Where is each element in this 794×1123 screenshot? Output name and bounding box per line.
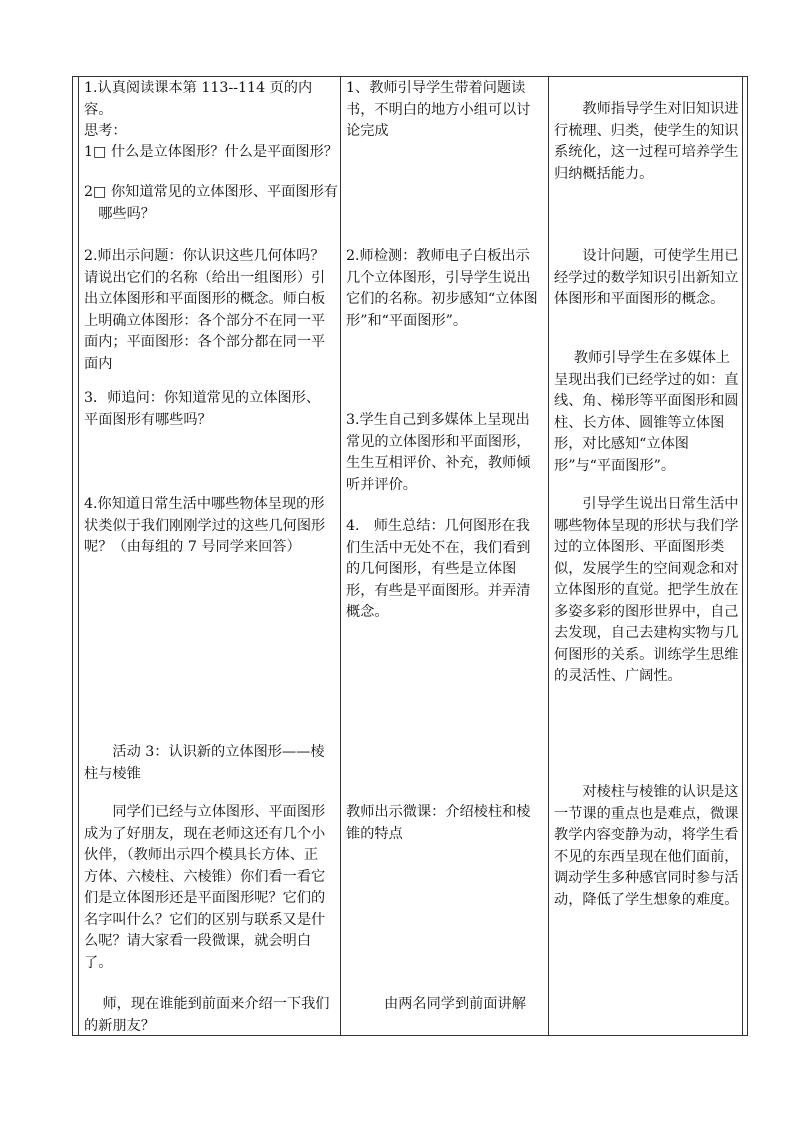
col1-paragraph-2: 思考：	[84, 123, 127, 139]
col2-paragraph-3: 3.学生自己到多媒体上呈现出常见的立体图形和平面图形，生生互相评价、补充，教师倾听并评价。	[346, 412, 531, 493]
col1-paragraph-10: 师，现在谁能到前面来介绍一下我们的新朋友？	[84, 996, 330, 1034]
design-intent-column	[548, 76, 742, 1036]
col3-paragraph-1: 教师指导学生对旧知识进行梳理、归类，使学生的知识系统化，这一过程可培养学生归纳概括能力。	[554, 101, 739, 182]
student-activity-column	[78, 76, 340, 1036]
col2-paragraph-2: 2.师检测：教师电子白板出示几个立体图形，引导学生说出它们的名称。初步感知“立体图形”和“平面图形”。	[346, 248, 538, 329]
table-left-border	[72, 76, 73, 1036]
col2-paragraph-6: 由两名同学到前面讲解	[384, 996, 526, 1012]
col2-paragraph-4: 4. 师生总结：几何图形在我们生活中无处不在，我们看到的几何图形，有些是立体图形，有些是平面图形。并弄清概念。	[346, 518, 531, 620]
column-divider-3	[742, 76, 743, 1036]
col3-paragraph-3: 教师引导学生在多媒体上呈现出我们已经学过的如：直线、角、梯形等平面图形和圆柱、长方体、圆锥等立体图形，对比感知“立体图形”与“平面图形”。	[554, 350, 739, 474]
col1-paragraph-1: 1.认真阅读课本第 113--114 页的内容。	[84, 80, 313, 118]
activity-3-heading: 活动 3：认识新的立体图形——棱柱与棱锥	[84, 744, 325, 782]
teacher-activity-column	[340, 76, 548, 1036]
col1-paragraph-7: 4.你知道日常生活中哪些物体呈现的形状类似于我们刚刚学过的这些几何图形呢？（由每组的 7 号同学来回答）	[84, 496, 326, 555]
lesson-plan-table	[72, 76, 748, 1036]
col2-paragraph-5: 教师出示微课：介绍棱柱和棱锥的特点	[346, 804, 531, 842]
col1-paragraph-5: 2.师出示问题：你认识这些几何体吗？ 请说出它们的名称（给出一组图形）引出立体图形和平面图形的概念。师白板上明确立体图形：各个部分不在同一平面内；平面图形：各个部分都在同一平面内	[84, 248, 326, 372]
col2-paragraph-1: 1、教师引导学生带着问题读书，不明白的地方小组可以讨论完成	[346, 80, 531, 139]
col1-question-2: 2□ 你知道常见的立体图形、平面图形有哪些吗？	[84, 184, 338, 222]
table-right-border	[747, 76, 748, 1036]
col1-paragraph-6: 3．师追问：你知道常见的立体图形、平面图形有哪些吗？	[84, 390, 321, 428]
col1-question-1: 1□ 什么是立体图形？什么是平面图形？	[84, 144, 338, 160]
col3-paragraph-2: 设计问题，可使学生用已经学过的数学知识引出新知立体图形和平面图形的概念。	[554, 248, 739, 307]
col3-paragraph-4: 引导学生说出日常生活中哪些物体呈现的形状与我们学过的立体图形、平面图形类似，发展学生的空间观念和对立体图形的直觉。把学生放在多姿多彩的图形世界中，自己去发现，自己去建构实物与几何图形的关系。训练学生思维的灵活性、广阔性。	[554, 496, 739, 684]
col1-paragraph-9: 同学们已经与立体图形、平面图形成为了好朋友，现在老师这还有几个小伙伴，（教师出示四个模具长方体、正方体、六棱柱、六棱锥）你们看一看它们是立体图形还是平面图形呢？它们的名字叫什么？它们的区别与联系又是什么呢？请大家看一段微课，就会明白了。	[84, 804, 326, 971]
col3-paragraph-5: 对棱柱与棱锥的认识是这一节课的重点也是难点，微课教学内容变静为动，将学生看不见的东西呈现在他们面前，调动学生多种感官同时参与活动，降低了学生想象的难度。	[554, 784, 739, 908]
